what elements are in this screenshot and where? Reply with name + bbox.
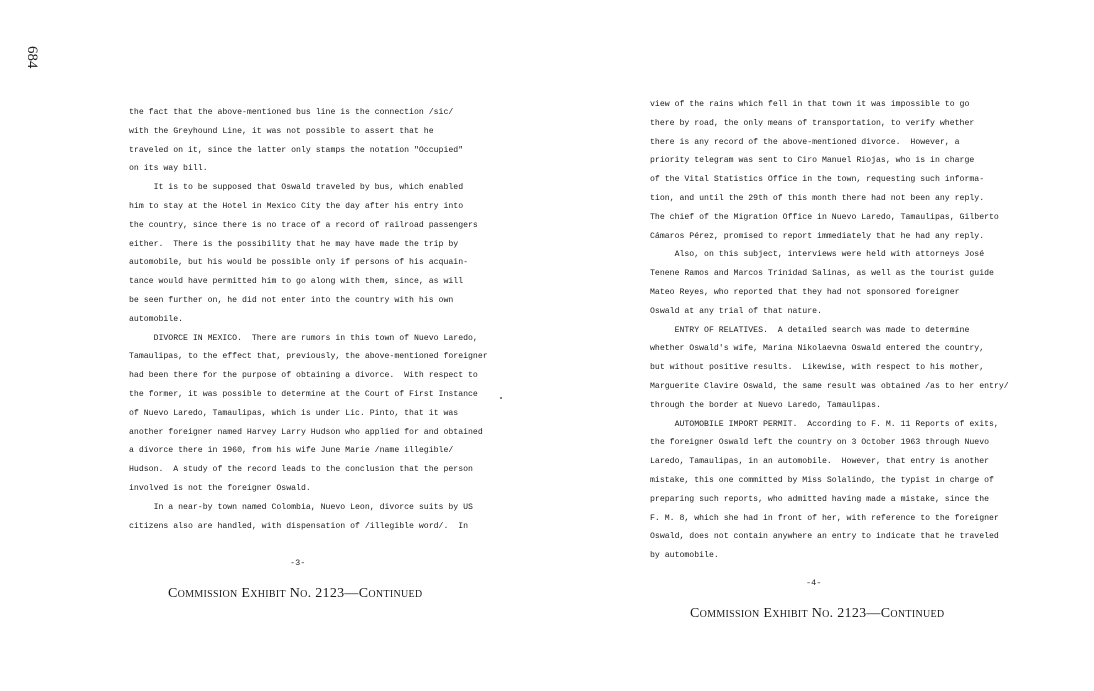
text-line: the fact that the above-mentioned bus line is the connection /sic/ bbox=[129, 108, 454, 117]
text-line: involved is not the foreigner Oswald. bbox=[129, 483, 311, 493]
text-line: there is any record of the above-mentioned divorce. However, a bbox=[650, 137, 960, 147]
left-page-caption: Commission Exhibit No. 2123—Continued bbox=[168, 586, 423, 601]
right-page-body bbox=[650, 96, 1009, 566]
text-line: either. There is the possibility that he may have made the trip by bbox=[129, 239, 459, 249]
text-line: there by road, the only means of transportation, to verify whether bbox=[650, 118, 975, 128]
text-line: citizens also are handled, with dispensation of /illegible word/. In bbox=[129, 521, 469, 531]
text-line: another foreigner named Harvey Larry Hudson who applied for and obtained bbox=[129, 427, 483, 437]
text-line: through the border at Nuevo Laredo, Tamaulipas. bbox=[650, 400, 881, 410]
text-line: Cámaros Pérez, promised to report immediately that he had any reply. bbox=[650, 231, 985, 241]
right-page-folio: -4- bbox=[806, 578, 822, 588]
text-line: F. M. 8, which she had in front of her, with reference to the foreigner bbox=[650, 513, 999, 523]
text-line: preparing such reports, who admitted having made a mistake, since the bbox=[650, 494, 990, 504]
text-line: a divorce there in 1960, from his wife June Marie /name illegible/ bbox=[129, 446, 454, 456]
text-line: the country, since there is no trace of a record of railroad passengers bbox=[129, 220, 478, 230]
text-line: view of the rains which fell in that town it was impossible to go bbox=[650, 100, 970, 109]
text-line: Oswald, does not contain anywhere an entry to indicate that he traveled bbox=[650, 532, 999, 542]
text-line: of the Vital Statistics Office in the town, requesting such informa- bbox=[650, 175, 985, 185]
text-line: the former, it was possible to determine at the Court of First Instance bbox=[129, 389, 478, 399]
text-line: Tenene Ramos and Marcos Trinidad Salinas, as well as the tourist guide bbox=[650, 269, 994, 279]
text-line: Oswald at any trial of that nature. bbox=[650, 306, 822, 316]
right-page-caption: Commission Exhibit No. 2123—Continued bbox=[690, 606, 945, 621]
text-line: Hudson. A study of the record leads to the conclusion that the person bbox=[129, 465, 473, 475]
text-line: the foreigner Oswald left the country on 3 October 1963 through Nuevo bbox=[650, 438, 990, 448]
text-line: be seen further on, he did not enter into the country with his own bbox=[129, 295, 454, 305]
text-line: ENTRY OF RELATIVES. A detailed search was made to determine bbox=[650, 325, 970, 335]
text-line: on its way bill. bbox=[129, 164, 208, 174]
text-line: The chief of the Migration Office in Nuevo Laredo, Tamaulipas, Gilberto bbox=[650, 212, 999, 222]
left-page-body bbox=[129, 104, 488, 536]
text-line: Also, on this subject, interviews were held with attorneys José bbox=[650, 250, 985, 260]
text-line: but without positive results. Likewise, with respect to his mother, bbox=[650, 363, 985, 373]
text-line: Tamaulipas, to the effect that, previously, the above-mentioned foreigner bbox=[129, 352, 488, 362]
text-line: tion, and until the 29th of this month there had not been any reply. bbox=[650, 193, 985, 203]
text-line: traveled on it, since the latter only stamps the notation "Occupied" bbox=[129, 145, 464, 155]
text-line: AUTOMOBILE IMPORT PERMIT. According to F. M. 11 Reports of exits, bbox=[650, 419, 999, 429]
text-line: Marguerite Clavire Oswald, the same result was obtained /as to her entry/ bbox=[650, 381, 1009, 391]
text-line: mistake, this one committed by Miss Solalindo, the typist in charge of bbox=[650, 475, 994, 485]
text-line: him to stay at the Hotel in Mexico City the day after his entry into bbox=[129, 201, 464, 211]
text-line: had been there for the purpose of obtaining a divorce. With respect to bbox=[129, 371, 478, 381]
left-page-folio: -3- bbox=[290, 558, 306, 568]
text-line: Laredo, Tamaulipas, in an automobile. However, that entry is another bbox=[650, 457, 990, 467]
text-line: of Nuevo Laredo, Tamaulipas, which is under Lic. Pinto, that it was bbox=[129, 408, 459, 418]
text-line: priority telegram was sent to Ciro Manuel Riojas, who is in charge bbox=[650, 156, 975, 166]
text-line: whether Oswald's wife, Marina Nikolaevna Oswald entered the country, bbox=[650, 344, 985, 354]
text-line: tance would have permitted him to go along with them, since, as will bbox=[129, 277, 464, 287]
text-line: automobile, but his would be possible only if persons of his acquain- bbox=[129, 258, 469, 268]
text-line: automobile. bbox=[129, 314, 184, 324]
text-line: Mateo Reyes, who reported that they had not sponsored foreigner bbox=[650, 287, 960, 297]
text-line: by automobile. bbox=[650, 551, 719, 561]
text-line: with the Greyhound Line, it was not possible to assert that he bbox=[129, 126, 434, 136]
text-line: DIVORCE IN MEXICO. There are rumors in this town of Nuevo Laredo, bbox=[129, 333, 478, 343]
text-line: In a near-by town named Colombia, Nuevo Leon, divorce suits by US bbox=[129, 502, 473, 512]
page-number: 684 bbox=[24, 46, 40, 69]
text-line: It is to be supposed that Oswald traveled by bus, which enabled bbox=[129, 183, 464, 193]
stray-mark bbox=[500, 397, 502, 399]
